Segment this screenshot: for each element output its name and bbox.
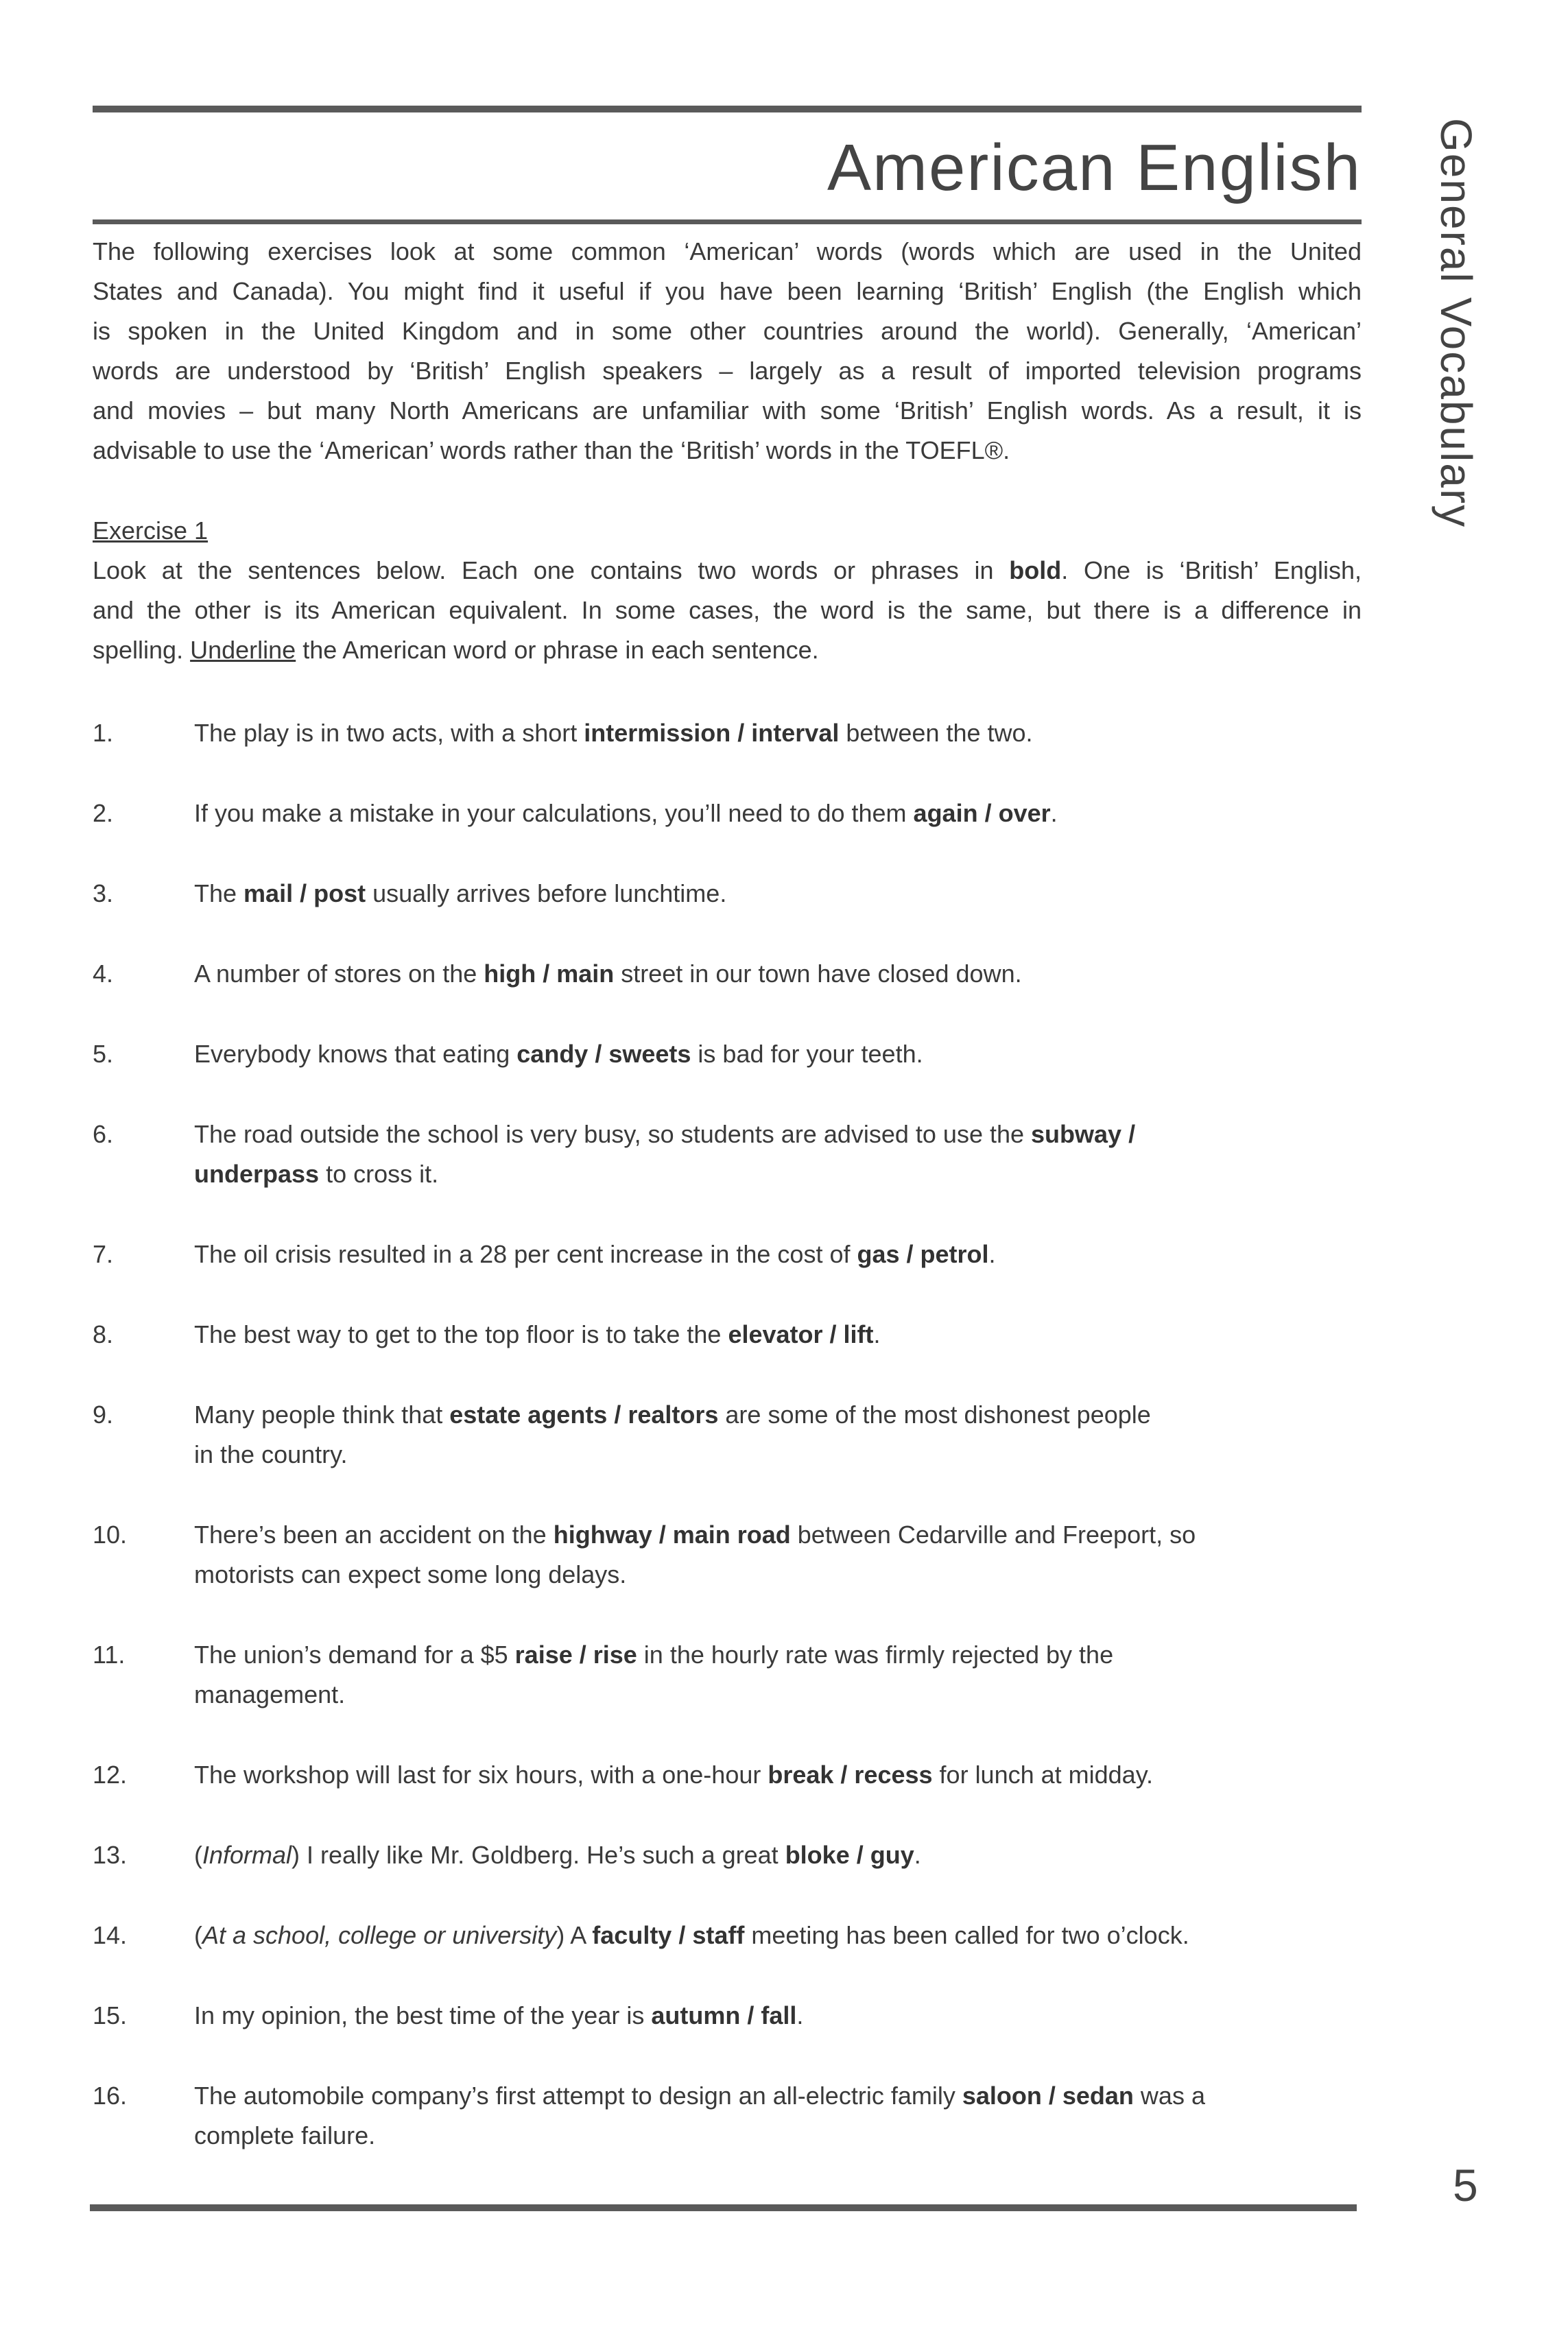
title-underline-rule	[93, 219, 1362, 224]
text-segment: The oil crisis resulted in a 28 per cent increase in the cost of	[194, 1240, 857, 1268]
item-line	[194, 1675, 1368, 1715]
text-segment: street in our town have closed down.	[614, 960, 1022, 988]
intro-line: words are understood by ‘British’ English speakers – largely as a result of imported television programs	[93, 357, 1362, 385]
item-text	[194, 874, 1368, 914]
item-number: 14.	[93, 1921, 128, 1949]
text-segment: management.	[194, 1680, 346, 1708]
exercise-instructions	[93, 551, 1362, 670]
text-segment: A number of stores on the	[194, 960, 484, 988]
text-segment: ) I really like Mr. Goldberg. He’s such a great	[292, 1841, 785, 1869]
item-text	[194, 1315, 1368, 1355]
exercise-item	[93, 1916, 1368, 1955]
item-text	[194, 1635, 1368, 1715]
item-line	[194, 2116, 1368, 2156]
instruction-line	[93, 551, 1362, 591]
item-line	[194, 1996, 1368, 2036]
text-segment: ) A	[556, 1921, 593, 1949]
item-text	[194, 713, 1368, 753]
text-segment: In my opinion, the best time of the year is	[194, 2001, 652, 2029]
text-segment: complete failure.	[194, 2121, 376, 2149]
item-line	[194, 794, 1368, 833]
item-number: 15.	[93, 2001, 128, 2029]
section-side-label: General Vocabulary	[1432, 118, 1481, 529]
italic-text: At a school, college or university	[202, 1921, 557, 1949]
text-segment: in the hourly rate was firmly rejected by the	[637, 1641, 1114, 1669]
item-number: 6.	[93, 1120, 114, 1148]
bold-term: candy / sweets	[516, 1040, 691, 1068]
text-segment: in the country.	[194, 1440, 348, 1468]
intro-line: is spoken in the United Kingdom and in some other countries around the world). Generally, ‘American’	[93, 317, 1362, 345]
exercise-item	[93, 713, 1368, 753]
item-line	[194, 1515, 1368, 1555]
item-number: 5.	[93, 1040, 114, 1068]
item-line	[194, 1315, 1368, 1355]
exercise-list	[93, 713, 1368, 2196]
text-segment: (	[194, 1841, 202, 1869]
text-segment: are some of the most dishonest people	[718, 1401, 1151, 1429]
bold-term: bloke / guy	[785, 1841, 914, 1869]
item-number: 2.	[93, 799, 114, 827]
bottom-rule	[90, 2204, 1357, 2211]
bold-term: estate agents / realtors	[449, 1401, 719, 1429]
text-segment: the American word or phrase in each sentence.	[296, 636, 819, 664]
item-line	[194, 1435, 1368, 1475]
intro-line: States and Canada). You might find it useful if you have been learning ‘British’ English (the English which	[93, 277, 1362, 305]
text-segment: was a	[1133, 2082, 1205, 2110]
top-rule	[93, 106, 1362, 112]
exercise-item	[93, 1115, 1368, 1194]
item-text	[194, 1034, 1368, 1074]
item-text	[194, 1996, 1368, 2036]
text-segment: The workshop will last for six hours, with a one-hour	[194, 1761, 768, 1789]
bold-term: underpass	[194, 1160, 320, 1188]
text-segment: motorists can expect some long delays.	[194, 1560, 627, 1588]
bold-term: faculty / staff	[592, 1921, 745, 1949]
text-segment: .	[1050, 799, 1058, 827]
item-line	[194, 1916, 1368, 1955]
text-segment: and the other is its American equivalent. In some cases, the word is the same, but there is a difference in	[93, 596, 1362, 624]
item-number: 1.	[93, 719, 114, 747]
text-segment: .	[988, 1240, 996, 1268]
exercise-item	[93, 794, 1368, 833]
exercise-item	[93, 1235, 1368, 1274]
text-segment: between the two.	[839, 719, 1033, 747]
instruction-line	[93, 630, 1362, 670]
intro-line: advisable to use the ‘American’ words rather than the ‘British’ words in the TOEFL®.	[93, 436, 1010, 464]
item-line	[194, 1555, 1368, 1595]
text-segment: If you make a mistake in your calculations, you’ll need to do them	[194, 799, 914, 827]
item-line	[194, 1235, 1368, 1274]
item-text	[194, 1835, 1368, 1875]
intro-line: and movies – but many North Americans are unfamiliar with some ‘British’ English words. As a result, it is	[93, 396, 1362, 425]
item-line	[194, 1115, 1368, 1154]
bold-term: gas / petrol	[857, 1240, 989, 1268]
text-segment: to cross it.	[319, 1160, 439, 1188]
bold-term: elevator / lift	[728, 1320, 874, 1348]
exercise-heading: Exercise 1	[93, 516, 209, 545]
item-number: 7.	[93, 1240, 114, 1268]
bold-term: subway /	[1031, 1120, 1136, 1148]
text-segment: between Cedarville and Freeport, so	[790, 1521, 1196, 1549]
text-segment: . One is ‘British’ English,	[1061, 556, 1362, 584]
exercise-item	[93, 1395, 1368, 1475]
instruction-line	[93, 591, 1362, 630]
item-line	[194, 874, 1368, 914]
page-number: 5	[1453, 2160, 1478, 2211]
item-number: 10.	[93, 1521, 128, 1549]
item-text	[194, 794, 1368, 833]
item-text	[194, 2076, 1368, 2156]
exercise-item	[93, 1315, 1368, 1355]
exercise-item	[93, 1755, 1368, 1795]
item-number: 9.	[93, 1401, 114, 1429]
item-text	[194, 1395, 1368, 1475]
bold-term: high / main	[484, 960, 615, 988]
bold-term: intermission / interval	[584, 719, 840, 747]
item-line	[194, 2076, 1368, 2116]
text-segment: The best way to get to the top floor is to take the	[194, 1320, 728, 1348]
bold-term: autumn / fall	[651, 2001, 797, 2029]
exercise-item	[93, 2076, 1368, 2156]
text-segment: The road outside the school is very busy, so students are advised to use the	[194, 1120, 1032, 1148]
underlined-text: Underline	[190, 636, 296, 664]
text-segment: There’s been an accident on the	[194, 1521, 554, 1549]
item-text	[194, 1515, 1368, 1595]
italic-text: Informal	[202, 1841, 292, 1869]
intro-line: The following exercises look at some common ‘American’ words (words which are used in the United	[93, 237, 1362, 265]
bold-term: bold	[1009, 556, 1062, 584]
item-line	[194, 954, 1368, 994]
item-text	[194, 1916, 1368, 1955]
intro-paragraph	[93, 232, 1362, 470]
item-number: 16.	[93, 2082, 128, 2110]
text-segment: spelling.	[93, 636, 191, 664]
item-line	[194, 1635, 1368, 1675]
exercise-item	[93, 1996, 1368, 2036]
text-segment: Everybody knows that eating	[194, 1040, 517, 1068]
item-number: 12.	[93, 1761, 128, 1789]
text-segment: Many people think that	[194, 1401, 450, 1429]
page-title: American English	[827, 131, 1362, 204]
item-text	[194, 1235, 1368, 1274]
exercise-item	[93, 954, 1368, 994]
item-line	[194, 1154, 1368, 1194]
exercise-item	[93, 1034, 1368, 1074]
item-number: 8.	[93, 1320, 114, 1348]
item-line	[194, 1395, 1368, 1435]
text-segment: is bad for your teeth.	[691, 1040, 923, 1068]
item-line	[194, 713, 1368, 753]
item-number: 3.	[93, 879, 114, 907]
text-segment: The union’s demand for a $5	[194, 1641, 515, 1669]
text-segment: .	[914, 1841, 921, 1869]
item-number: 11.	[93, 1641, 126, 1669]
exercise-item	[93, 1835, 1368, 1875]
item-number: 4.	[93, 960, 114, 988]
item-line	[194, 1835, 1368, 1875]
item-text	[194, 954, 1368, 994]
item-text	[194, 1755, 1368, 1795]
text-segment: The play is in two acts, with a short	[194, 719, 584, 747]
text-segment: .	[873, 1320, 881, 1348]
text-segment: Look at the sentences below. Each one contains two words or phrases in	[93, 556, 1010, 584]
exercise-item	[93, 1635, 1368, 1715]
exercise-item	[93, 874, 1368, 914]
text-segment: The automobile company’s first attempt to design an all-electric family	[194, 2082, 962, 2110]
text-segment: meeting has been called for two o’clock.	[744, 1921, 1189, 1949]
exercise-item	[93, 1515, 1368, 1595]
item-number: 13.	[93, 1841, 128, 1869]
bold-term: break / recess	[768, 1761, 933, 1789]
bold-term: highway / main road	[553, 1521, 791, 1549]
item-text	[194, 1115, 1368, 1194]
item-line	[194, 1034, 1368, 1074]
text-segment: usually arrives before lunchtime.	[366, 879, 727, 907]
text-segment: (	[194, 1921, 202, 1949]
bold-term: raise / rise	[514, 1641, 637, 1669]
bold-term: mail / post	[243, 879, 366, 907]
text-segment: .	[796, 2001, 804, 2029]
bold-term: again / over	[913, 799, 1051, 827]
item-line	[194, 1755, 1368, 1795]
text-segment: The	[194, 879, 244, 907]
bold-term: saloon / sedan	[962, 2082, 1134, 2110]
text-segment: for lunch at midday.	[932, 1761, 1154, 1789]
